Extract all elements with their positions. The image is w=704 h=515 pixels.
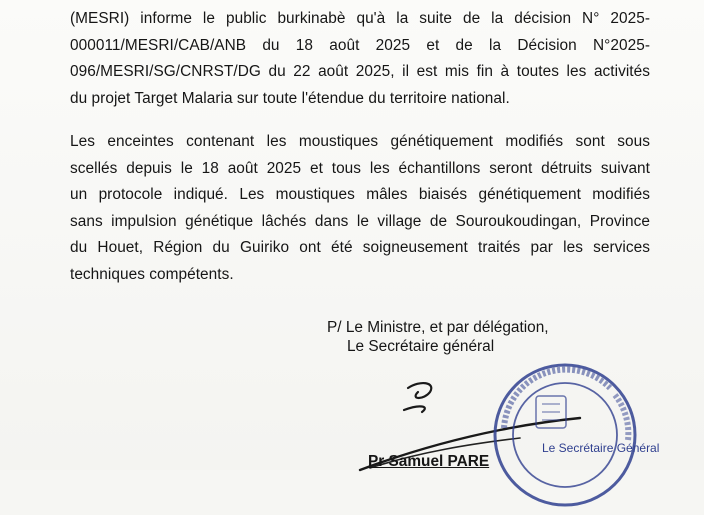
text-line: sans impulsion génétique lâchés dans le village de Souroukoudingan, Province	[70, 212, 650, 230]
text-line: 000011/MESRI/CAB/ANB du 18 août 2025 et de la Décision N°2025-	[70, 36, 650, 54]
text-line: du projet Target Malaria sur toute l'étendue du territoire national.	[70, 89, 510, 107]
signature-title: Le Secrétaire général	[347, 338, 495, 355]
text-line: (MESRI) informe le public burkinabè qu'à la suite de la décision N° 2025-	[70, 10, 650, 27]
signature-delegation: P/ Le Ministre, et par délégation,	[327, 319, 549, 336]
text-line: Les enceintes contenant les moustiques génétiquement modifiés sont sous	[70, 133, 650, 150]
text-line: techniques compétents.	[70, 265, 234, 283]
paragraph-mosquitoes	[70, 129, 650, 288]
stamp-label: Le Secrétaire Général	[542, 441, 660, 455]
paragraph-decision	[70, 6, 650, 112]
text-line: du Houet, Région du Guiriko ont été soigneusement traités par les services	[70, 239, 650, 256]
official-stamp	[490, 360, 660, 510]
text-line: un protocole indiqué. Les moustiques mâles biaisés génétiquement modifiés	[70, 186, 650, 203]
text-line: scellés depuis le 18 août 2025 et tous les échantillons seront détruits suivant	[70, 159, 650, 177]
signer-name: Pr Samuel PARE	[368, 453, 490, 470]
text-line: 096/MESRI/SG/CNRST/DG du 22 août 2025, il est mis fin à toutes les activités	[70, 63, 650, 80]
